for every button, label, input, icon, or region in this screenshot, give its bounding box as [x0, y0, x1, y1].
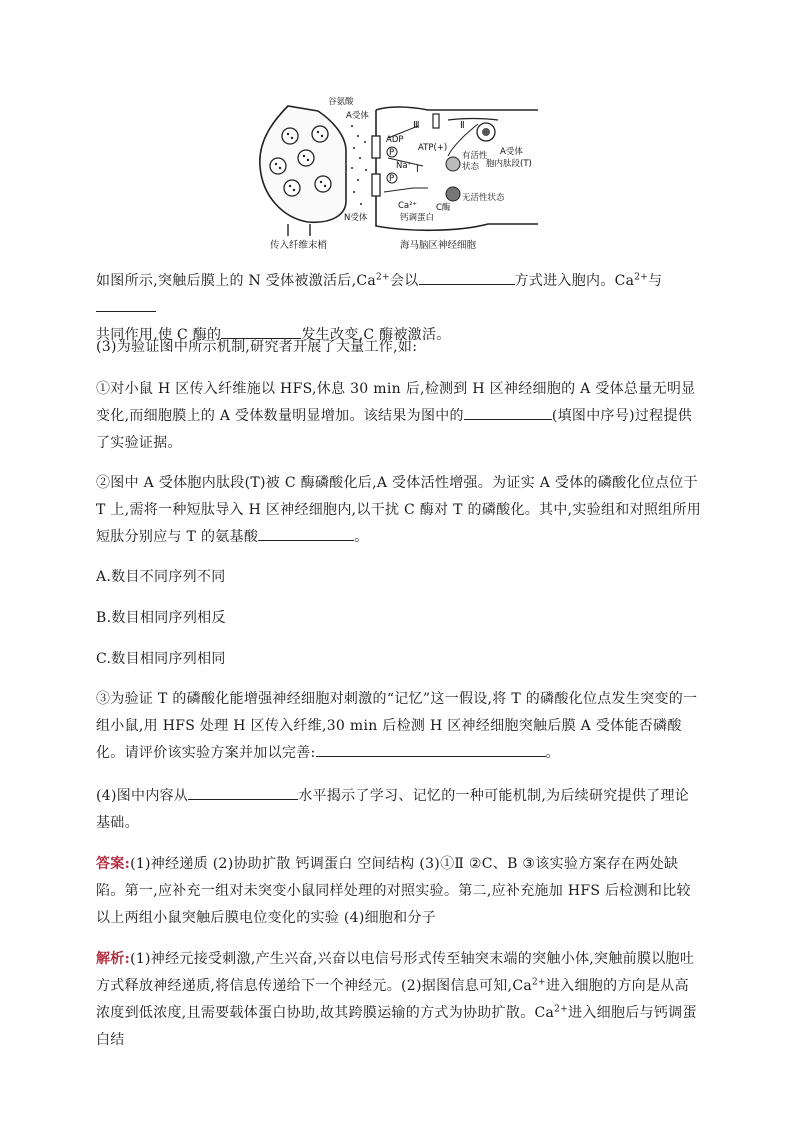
label-active-2: 状态	[462, 162, 480, 172]
paragraph-q3-1	[96, 376, 702, 457]
label-adp: ADP	[386, 135, 404, 145]
c-enzyme-active-icon	[446, 157, 460, 171]
synapse-diagram	[248, 96, 548, 254]
answer-blank[interactable]	[316, 740, 546, 757]
answer-blank[interactable]	[258, 524, 354, 541]
paragraph-q3-intro: (3)为验证图中所示机制,研究者开展了大量工作,如:	[96, 339, 418, 355]
label-inactive: 无活性状态	[462, 193, 505, 203]
answer-blank[interactable]	[188, 783, 298, 800]
inserted-receptor-shape	[433, 114, 439, 128]
text: 。	[354, 529, 369, 545]
analysis-text: 进入细胞的方向是从高浓度到低浓度,且需要载体蛋白协助,故其跨膜运输的方式为协助扩散。Ca	[96, 978, 689, 1021]
a-receptor-vesicle-inner	[482, 128, 490, 136]
answer-blank[interactable]	[96, 295, 156, 312]
option-c: C.数目相同序列相同	[96, 651, 226, 667]
ca-arrow	[384, 188, 428, 192]
analysis-text: (1)神经元接受刺激,产生兴奋,兴奋以电信号形式传至轴突末端的突触小体,突触前膜以胞吐方式释放神经递质,将信息传递给下一个神经元。(2)据图信息可知,Ca	[96, 951, 695, 994]
label-glutamate: 谷氨酸	[328, 97, 354, 107]
option-b: B.数目相同序列相反	[96, 610, 226, 626]
caption-neuron: 海马脑区神经细胞	[400, 240, 477, 251]
label-active-1: 有活性	[462, 151, 488, 161]
text: ①对小鼠 H 区传入纤维施以 HFS,休息 30 min 后,检测到 H 区神经细胞的 A 受体总量无明显变化,而细胞膜上的 A 受体数量明显增加。该结果为图中的	[96, 381, 696, 424]
superscript: 2+	[634, 272, 649, 283]
analysis-text: 进入细胞后与钙调蛋白结	[96, 1005, 697, 1048]
synapse-diagram-svg	[248, 96, 548, 254]
superscript: 2+	[532, 977, 546, 988]
caption-afferent: 传入纤维末梢	[270, 240, 328, 251]
text: (4)图中内容从	[96, 788, 189, 804]
answer-blank[interactable]	[419, 268, 515, 285]
n-receptor-shape	[372, 174, 380, 196]
text: 。	[545, 745, 560, 761]
label-peptide: 胞内肽段(T)	[486, 159, 532, 169]
text: (填图中序号)过程提供了实验证据。	[96, 408, 693, 451]
paragraph-q3-3	[96, 686, 702, 767]
text: 方式进入胞内。Ca	[514, 273, 635, 289]
label-calmodulin: 钙调蛋白	[400, 213, 435, 223]
text: 共同作用,使 C 酶的	[96, 327, 222, 343]
label-roman-3: Ⅲ	[413, 120, 420, 131]
label-phosphate-2: P	[389, 174, 395, 184]
label-phosphate-1: P	[389, 148, 395, 158]
superscript: 2+	[554, 1004, 569, 1015]
answer-blank[interactable]	[464, 403, 552, 420]
label-roman-1: Ⅰ	[416, 164, 419, 175]
text: ②图中 A 受体胞内肽段(T)被 C 酶磷酸化后,A 受体活性增强。为证实 A 受体的磷酸化位点位于 T 上,需将一种短肽导入 H 区神经细胞内,以干扰 C 酶对 T 的磷酸化。其中,实验组和对照组所用短肽分别应与 T 的氨基酸	[96, 475, 702, 545]
answer-text: (1)神经递质 (2)协助扩散 钙调蛋白 空间结构 (3)①Ⅱ ②C、B ③该实验方案存在两处缺陷。第一,应补充一组对未突变小鼠同样处理的对照实验。第二,应补充施加 HFS 后检测和比较以上两组小鼠突触后膜电位变化的实验 (4)细胞和分子	[96, 856, 691, 926]
afferent-axon	[288, 224, 310, 236]
text: 发生改变,C 酶被激活。	[301, 327, 451, 343]
label-n-receptor: N受体	[344, 213, 368, 223]
label-c-enzyme: C酶	[436, 203, 451, 213]
paragraph-q4	[96, 783, 702, 837]
label-na: Na⁺	[396, 161, 413, 171]
label-ca: Ca²⁺	[398, 201, 418, 211]
label-atp: ATP(+)	[418, 143, 448, 153]
text: 与	[648, 273, 663, 289]
answer-label: 答案:	[96, 856, 131, 872]
option-a: A.数目不同序列不同	[96, 569, 226, 585]
text: 如图所示,突触后膜上的 N 受体被激活后,Ca	[96, 273, 377, 289]
text: 会以	[389, 273, 419, 289]
analysis-section	[96, 946, 702, 1054]
a-receptor-shape	[372, 136, 380, 158]
label-a-receptor: A受体	[346, 111, 369, 121]
glutamate-molecules	[351, 125, 367, 205]
label-a-receptor-right: A受体	[500, 147, 523, 157]
paragraph-q3-2	[96, 470, 702, 551]
c-enzyme-inactive-icon	[446, 187, 460, 201]
vesicle-membrane	[448, 119, 498, 121]
text: ③为验证 T 的磷酸化能增强神经细胞对刺激的“记忆”这一假设,将 T 的磷酸化位点发生突变的一组小鼠,用 HFS 处理 H 区传入纤维,30 min 后检测 H 区神经细胞突触后膜 A 受体能否磷酸化。请评价该实验方案并加以完善:	[96, 691, 698, 761]
answer-section	[96, 851, 702, 932]
superscript: 2+	[376, 272, 390, 283]
label-roman-2: Ⅱ	[460, 120, 465, 131]
text: 水平揭示了学习、记忆的一种可能机制,为后续研究提供了理论基础。	[96, 788, 690, 831]
analysis-label: 解析:	[96, 951, 131, 967]
